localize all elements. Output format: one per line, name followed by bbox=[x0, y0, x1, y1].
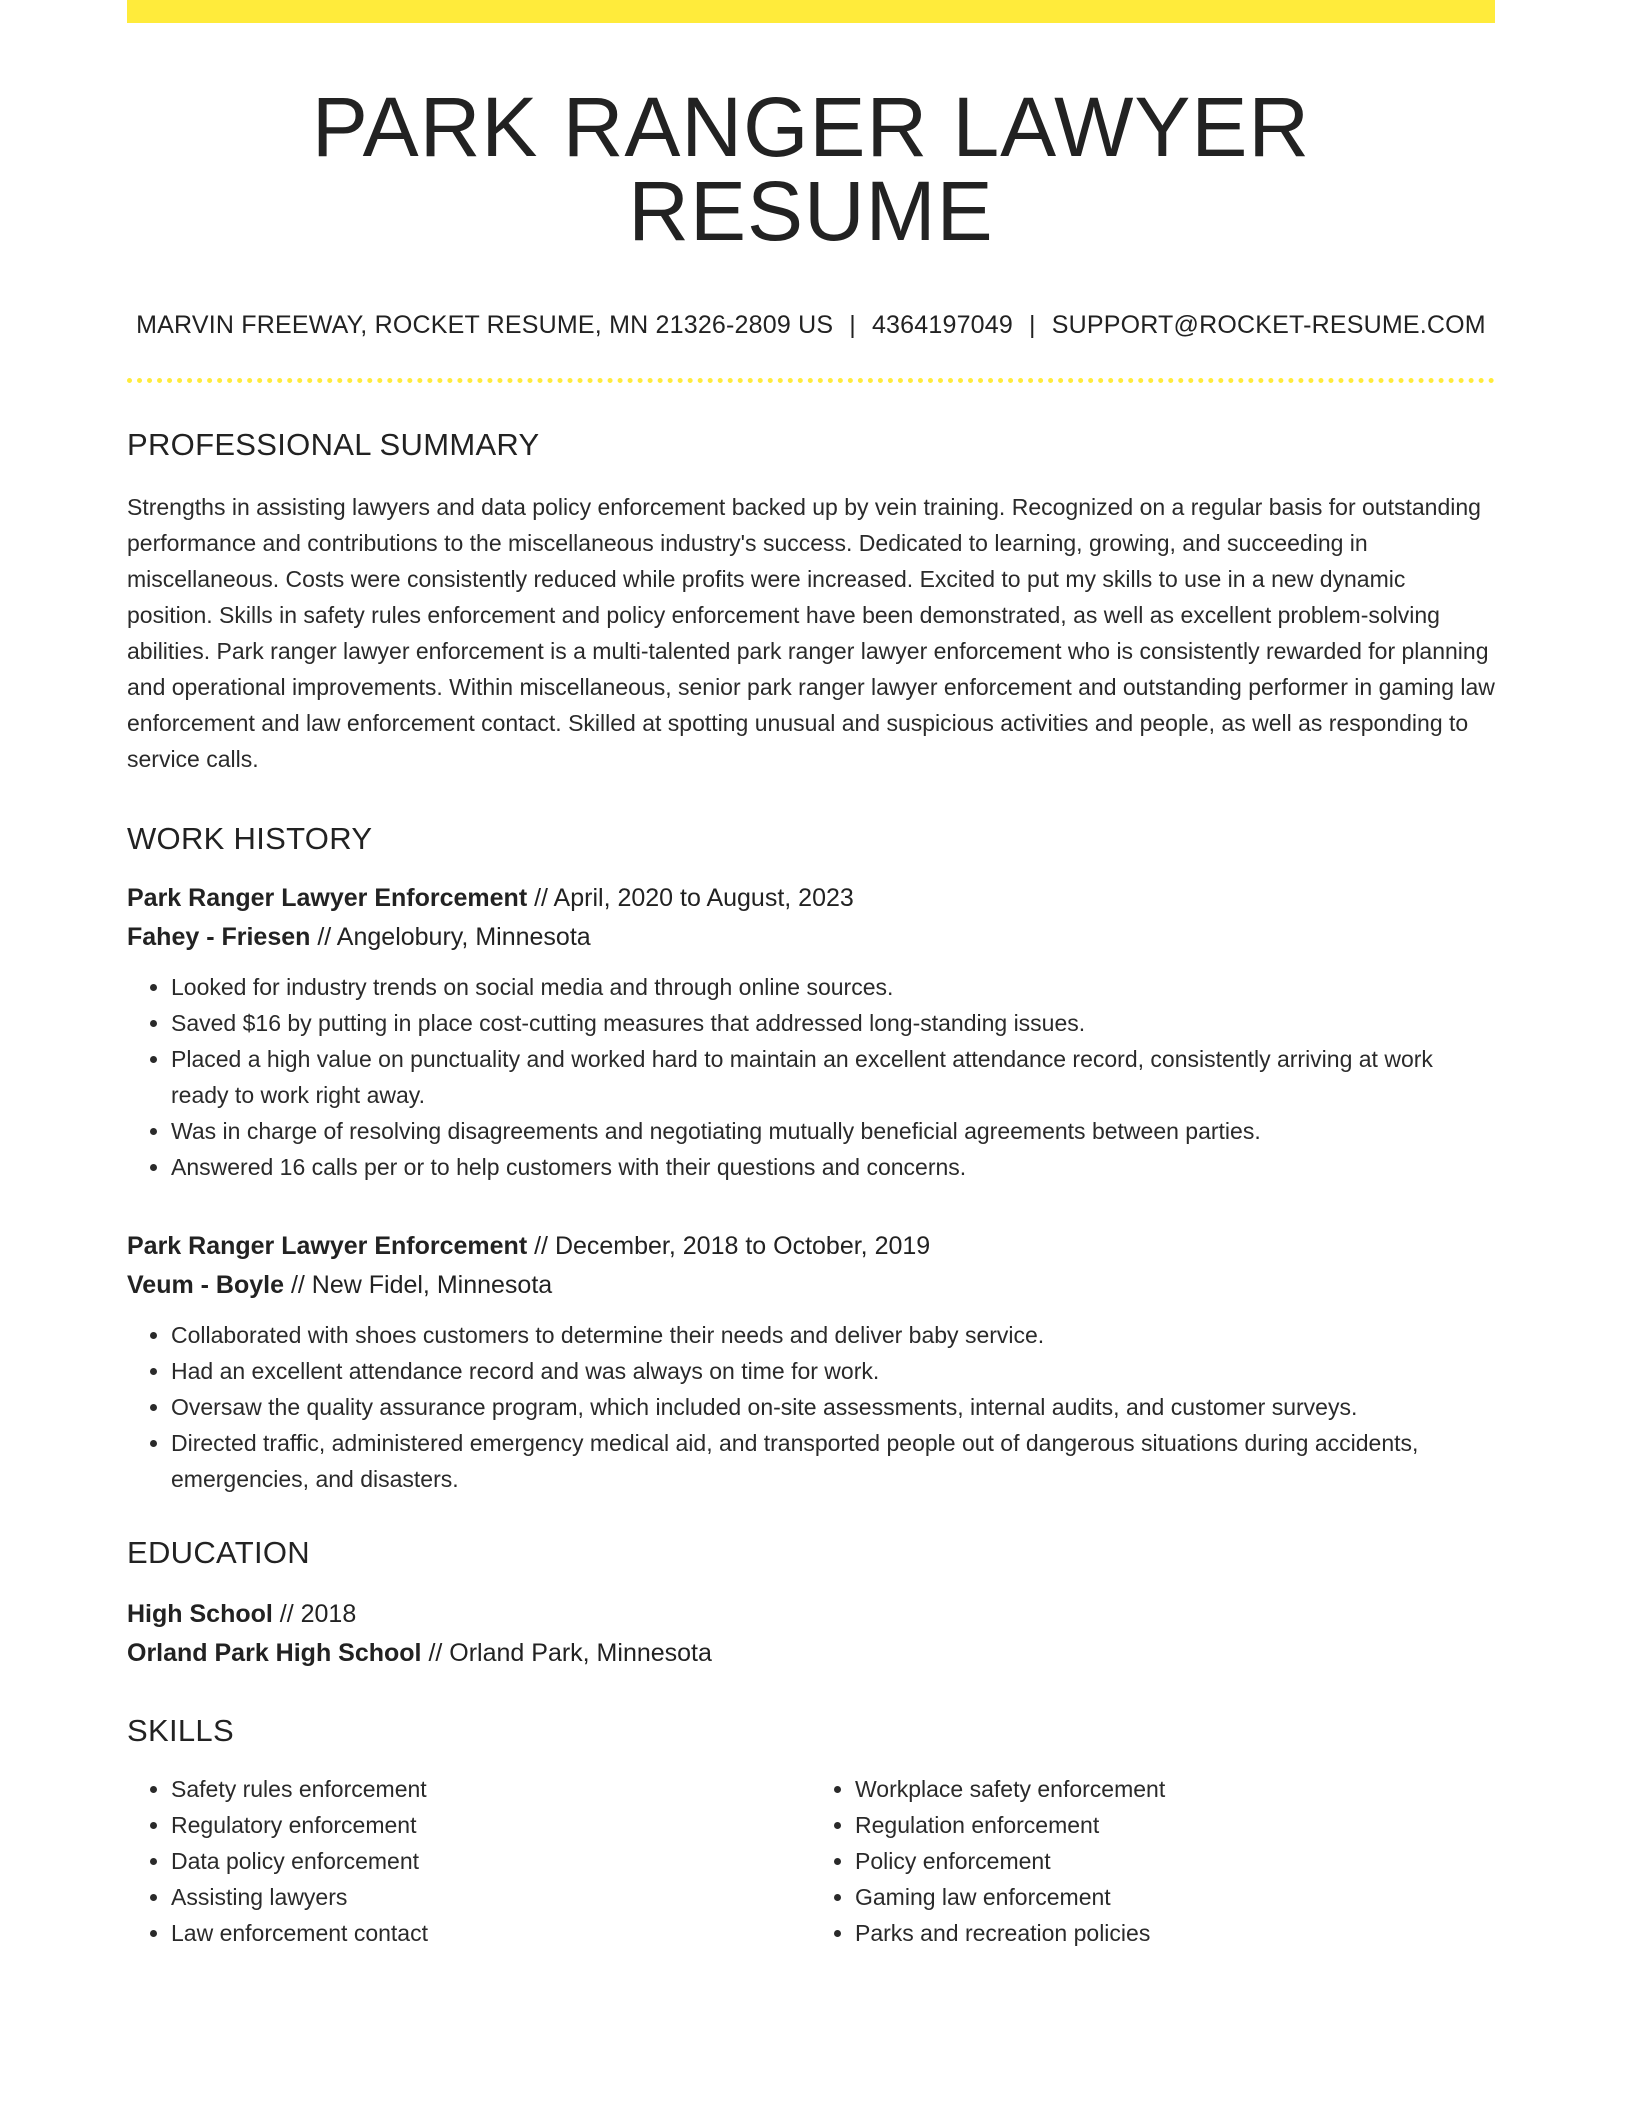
skill-item: • Regulatory enforcement bbox=[171, 1807, 811, 1843]
education-degree: High School bbox=[127, 1600, 273, 1628]
skill-item: • Regulation enforcement bbox=[855, 1807, 1495, 1843]
list-item: • Placed a high value on punctuality and worked hard to maintain an excellent attendance record, consistently arriving at work ready to work right away. bbox=[171, 1041, 1495, 1113]
list-item: • Oversaw the quality assurance program, which included on-site assessments, internal audits, and customer surveys. bbox=[171, 1389, 1495, 1425]
job-location: // Angelobury, Minnesota bbox=[310, 923, 591, 951]
contact-info bbox=[127, 311, 1495, 340]
contact-separator: | bbox=[1029, 311, 1036, 339]
job-title: Park Ranger Lawyer Enforcement bbox=[127, 884, 528, 912]
summary-paragraph: Strengths in assisting lawyers and data policy enforcement backed up by vein training. Recognized on a regular basis for outstanding performance and contributions to the miscellaneous industry's success. Dedicated to learning, growing, and succeeding in miscellaneous. Costs were consistently reduced while profits were increased. Excited to put my skills to use in a new dynamic position. Skills in safety rules enforcement and policy enforcement have been demonstrated, as well as excellent problem-solving abilities. Park ranger lawyer enforcement is a multi-talented park ranger lawyer enforcement who is consistently rewarded for planning and operational improvements. Within miscellaneous, senior park ranger lawyer enforcement and outstanding performer in gaming law enforcement and law enforcement contact. Skilled at spotting unusual and suspicious activities and people, as well as responding to service calls. bbox=[127, 494, 1495, 772]
list-item: • Saved $16 by putting in place cost-cutting measures that addressed long-standing issues. bbox=[171, 1005, 1495, 1041]
job-title-line bbox=[127, 1227, 1495, 1266]
job-entry bbox=[127, 879, 1495, 1185]
job-company: Veum - Boyle bbox=[127, 1271, 284, 1299]
resume-page bbox=[127, 0, 1495, 1951]
job-dates: // April, 2020 to August, 2023 bbox=[527, 884, 854, 912]
skill-item: • Parks and recreation policies bbox=[855, 1915, 1495, 1951]
skill-item: • Assisting lawyers bbox=[171, 1879, 811, 1915]
list-item: • Was in charge of resolving disagreements and negotiating mutually beneficial agreements between parties. bbox=[171, 1113, 1495, 1149]
job-title: Park Ranger Lawyer Enforcement bbox=[127, 1232, 528, 1260]
job-company-line bbox=[127, 918, 1495, 957]
contact-separator: | bbox=[849, 311, 856, 339]
skills-column-left bbox=[127, 1771, 811, 1951]
job-entry bbox=[127, 1227, 1495, 1497]
skill-item: • Workplace safety enforcement bbox=[855, 1771, 1495, 1807]
skills-heading: SKILLS bbox=[127, 1713, 234, 1748]
education-school-line bbox=[127, 1634, 1495, 1673]
job-title-line bbox=[127, 879, 1495, 918]
contact-email: SUPPORT@ROCKET-RESUME.COM bbox=[1051, 311, 1486, 339]
skill-item: • Data policy enforcement bbox=[171, 1843, 811, 1879]
skills-list bbox=[127, 1771, 1495, 1951]
resume-title: PARK RANGER LAWYER RESUME bbox=[311, 80, 1311, 258]
education-degree-line bbox=[127, 1595, 1495, 1634]
job-location: // New Fidel, Minnesota bbox=[284, 1271, 553, 1299]
skill-item: • Gaming law enforcement bbox=[855, 1879, 1495, 1915]
skill-item: • Policy enforcement bbox=[855, 1843, 1495, 1879]
work-history-heading: WORK HISTORY bbox=[127, 821, 373, 856]
education-heading: EDUCATION bbox=[127, 1535, 310, 1570]
job-bullets bbox=[127, 1317, 1495, 1497]
list-item: • Directed traffic, administered emergency medical aid, and transported people out of dangerous situations during accidents, emergencies, and disasters. bbox=[171, 1425, 1495, 1497]
job-dates: // December, 2018 to October, 2019 bbox=[527, 1232, 931, 1260]
list-item: • Collaborated with shoes customers to determine their needs and deliver baby service. bbox=[171, 1317, 1495, 1353]
contact-address: MARVIN FREEWAY, ROCKET RESUME, MN 21326-2809 US bbox=[136, 311, 834, 339]
summary-heading: PROFESSIONAL SUMMARY bbox=[127, 427, 540, 462]
job-company-line bbox=[127, 1266, 1495, 1305]
skill-item: • Law enforcement contact bbox=[171, 1915, 811, 1951]
education-year: // 2018 bbox=[272, 1600, 357, 1628]
contact-phone: 4364197049 bbox=[871, 311, 1013, 339]
list-item: • Had an excellent attendance record and was always on time for work. bbox=[171, 1353, 1495, 1389]
dotted-divider bbox=[127, 378, 1495, 383]
education-entry bbox=[127, 1595, 1495, 1673]
list-item: • Looked for industry trends on social media and through online sources. bbox=[171, 969, 1495, 1005]
accent-top-bar bbox=[127, 0, 1495, 23]
list-item: • Answered 16 calls per or to help customers with their questions and concerns. bbox=[171, 1149, 1495, 1185]
skill-item: • Safety rules enforcement bbox=[171, 1771, 811, 1807]
education-location: // Orland Park, Minnesota bbox=[421, 1639, 712, 1667]
education-school: Orland Park High School bbox=[127, 1639, 422, 1667]
job-company: Fahey - Friesen bbox=[127, 923, 311, 951]
skills-column-right bbox=[811, 1771, 1495, 1951]
job-bullets bbox=[127, 969, 1495, 1185]
